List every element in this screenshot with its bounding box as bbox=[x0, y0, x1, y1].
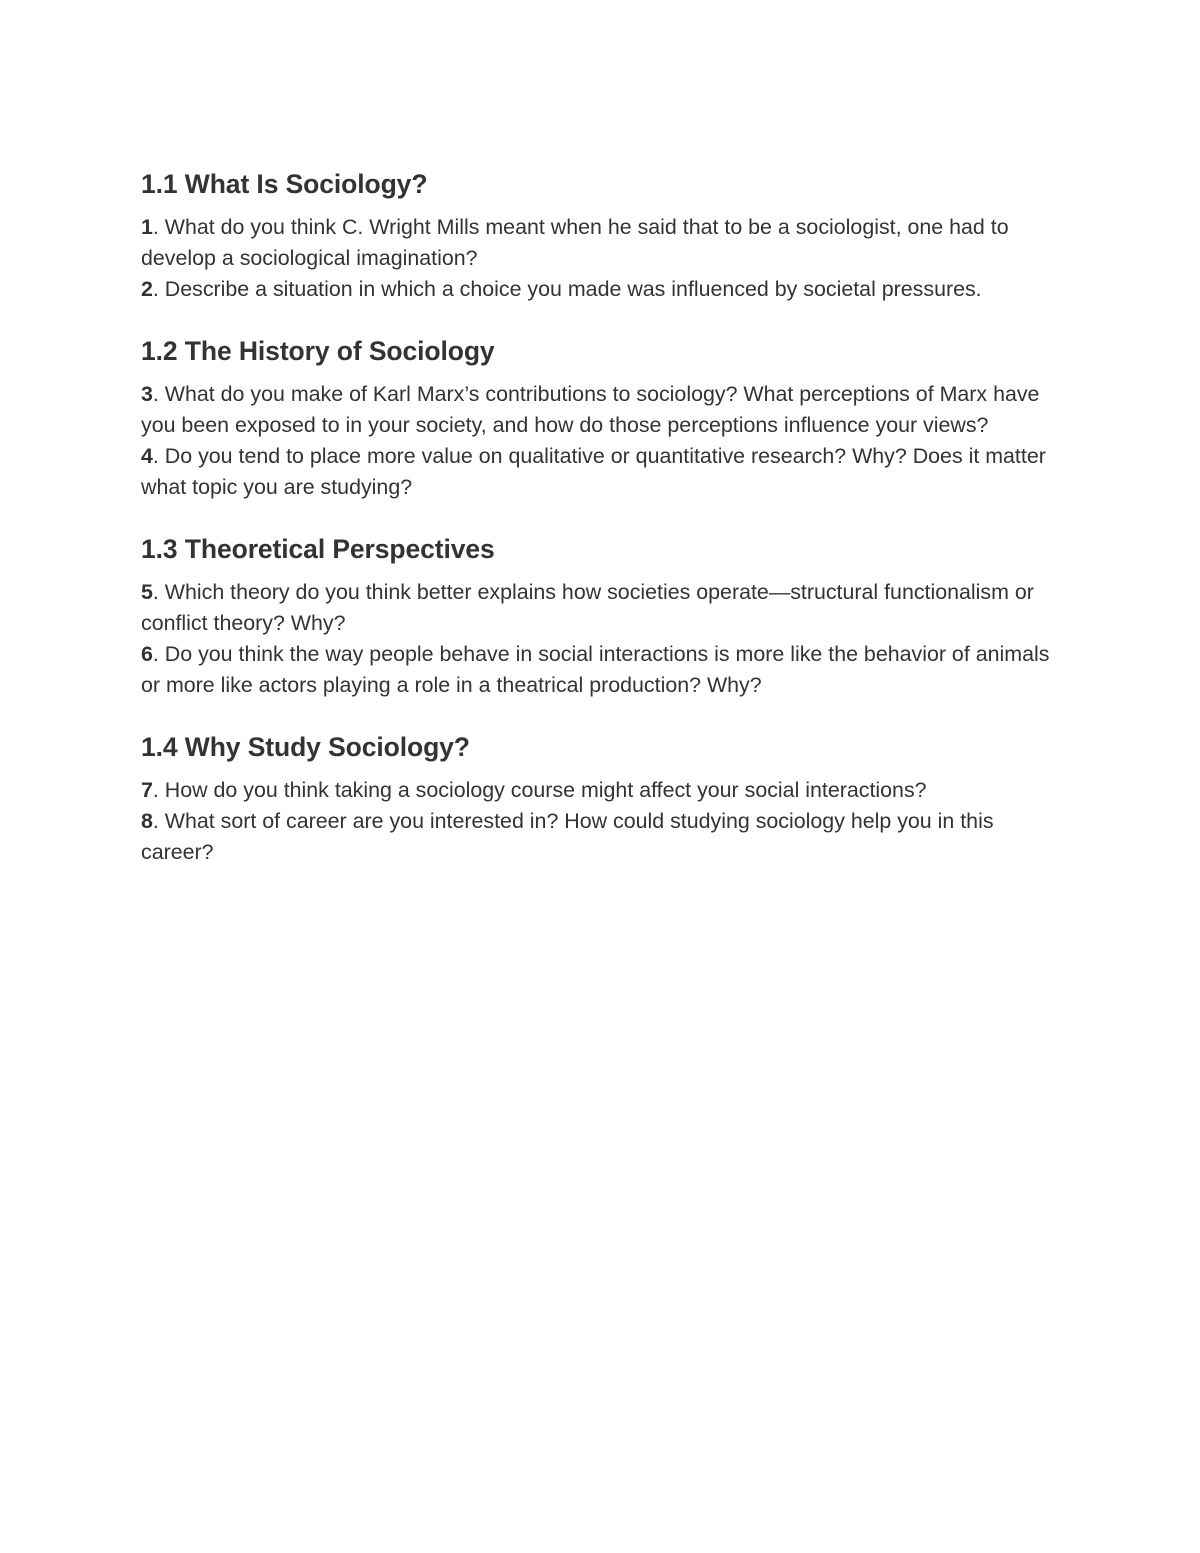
question-text: . Which theory do you think better explains how societies operate—structural functionalism or conflict theory? Why? bbox=[141, 580, 1034, 635]
section-title: 1.2 The History of Sociology bbox=[141, 336, 495, 366]
question-text: . What do you make of Karl Marx’s contributions to sociology? What perceptions of Marx have you been exposed to in your society, and how do those perceptions influence your views? bbox=[141, 382, 1040, 437]
question-7 bbox=[141, 775, 1061, 806]
question-number: 3 bbox=[141, 382, 153, 406]
question-text: . How do you think taking a sociology course might affect your social interactions? bbox=[152, 778, 927, 802]
question-5 bbox=[141, 577, 1061, 639]
question-text: . What do you think C. Wright Mills meant when he said that to be a sociologist, one had to develop a sociological imagination? bbox=[141, 215, 1009, 270]
section-why-study-sociology bbox=[141, 727, 1061, 868]
question-4 bbox=[141, 441, 1061, 503]
question-number: 6 bbox=[141, 642, 153, 666]
question-text: . Do you tend to place more value on qualitative or quantitative research? Why? Does it matter what topic you are studying? bbox=[141, 444, 1046, 499]
question-6 bbox=[141, 639, 1061, 701]
question-number: 1 bbox=[141, 215, 153, 239]
section-title: 1.4 Why Study Sociology? bbox=[141, 732, 470, 762]
question-text: . Describe a situation in which a choice you made was influenced by societal pressures. bbox=[152, 277, 982, 301]
question-3 bbox=[141, 379, 1061, 441]
question-number: 7 bbox=[141, 778, 153, 802]
question-1 bbox=[141, 212, 1061, 274]
question-number: 4 bbox=[141, 444, 153, 468]
question-text: . Do you think the way people behave in social interactions is more like the behavior of animals or more like actors playing a role in a theatrical production? Why? bbox=[141, 642, 1050, 697]
section-what-is-sociology bbox=[141, 164, 1061, 305]
question-number: 8 bbox=[141, 809, 153, 833]
question-number: 2 bbox=[141, 277, 153, 301]
question-number: 5 bbox=[141, 580, 153, 604]
question-2 bbox=[141, 274, 1061, 305]
document-page bbox=[141, 164, 1061, 894]
section-theoretical-perspectives bbox=[141, 529, 1061, 701]
section-history-of-sociology bbox=[141, 331, 1061, 503]
section-title: 1.1 What Is Sociology? bbox=[141, 169, 428, 199]
section-title: 1.3 Theoretical Perspectives bbox=[141, 534, 495, 564]
question-text: . What sort of career are you interested in? How could studying sociology help you in this career? bbox=[141, 809, 994, 864]
question-8 bbox=[141, 806, 1061, 868]
